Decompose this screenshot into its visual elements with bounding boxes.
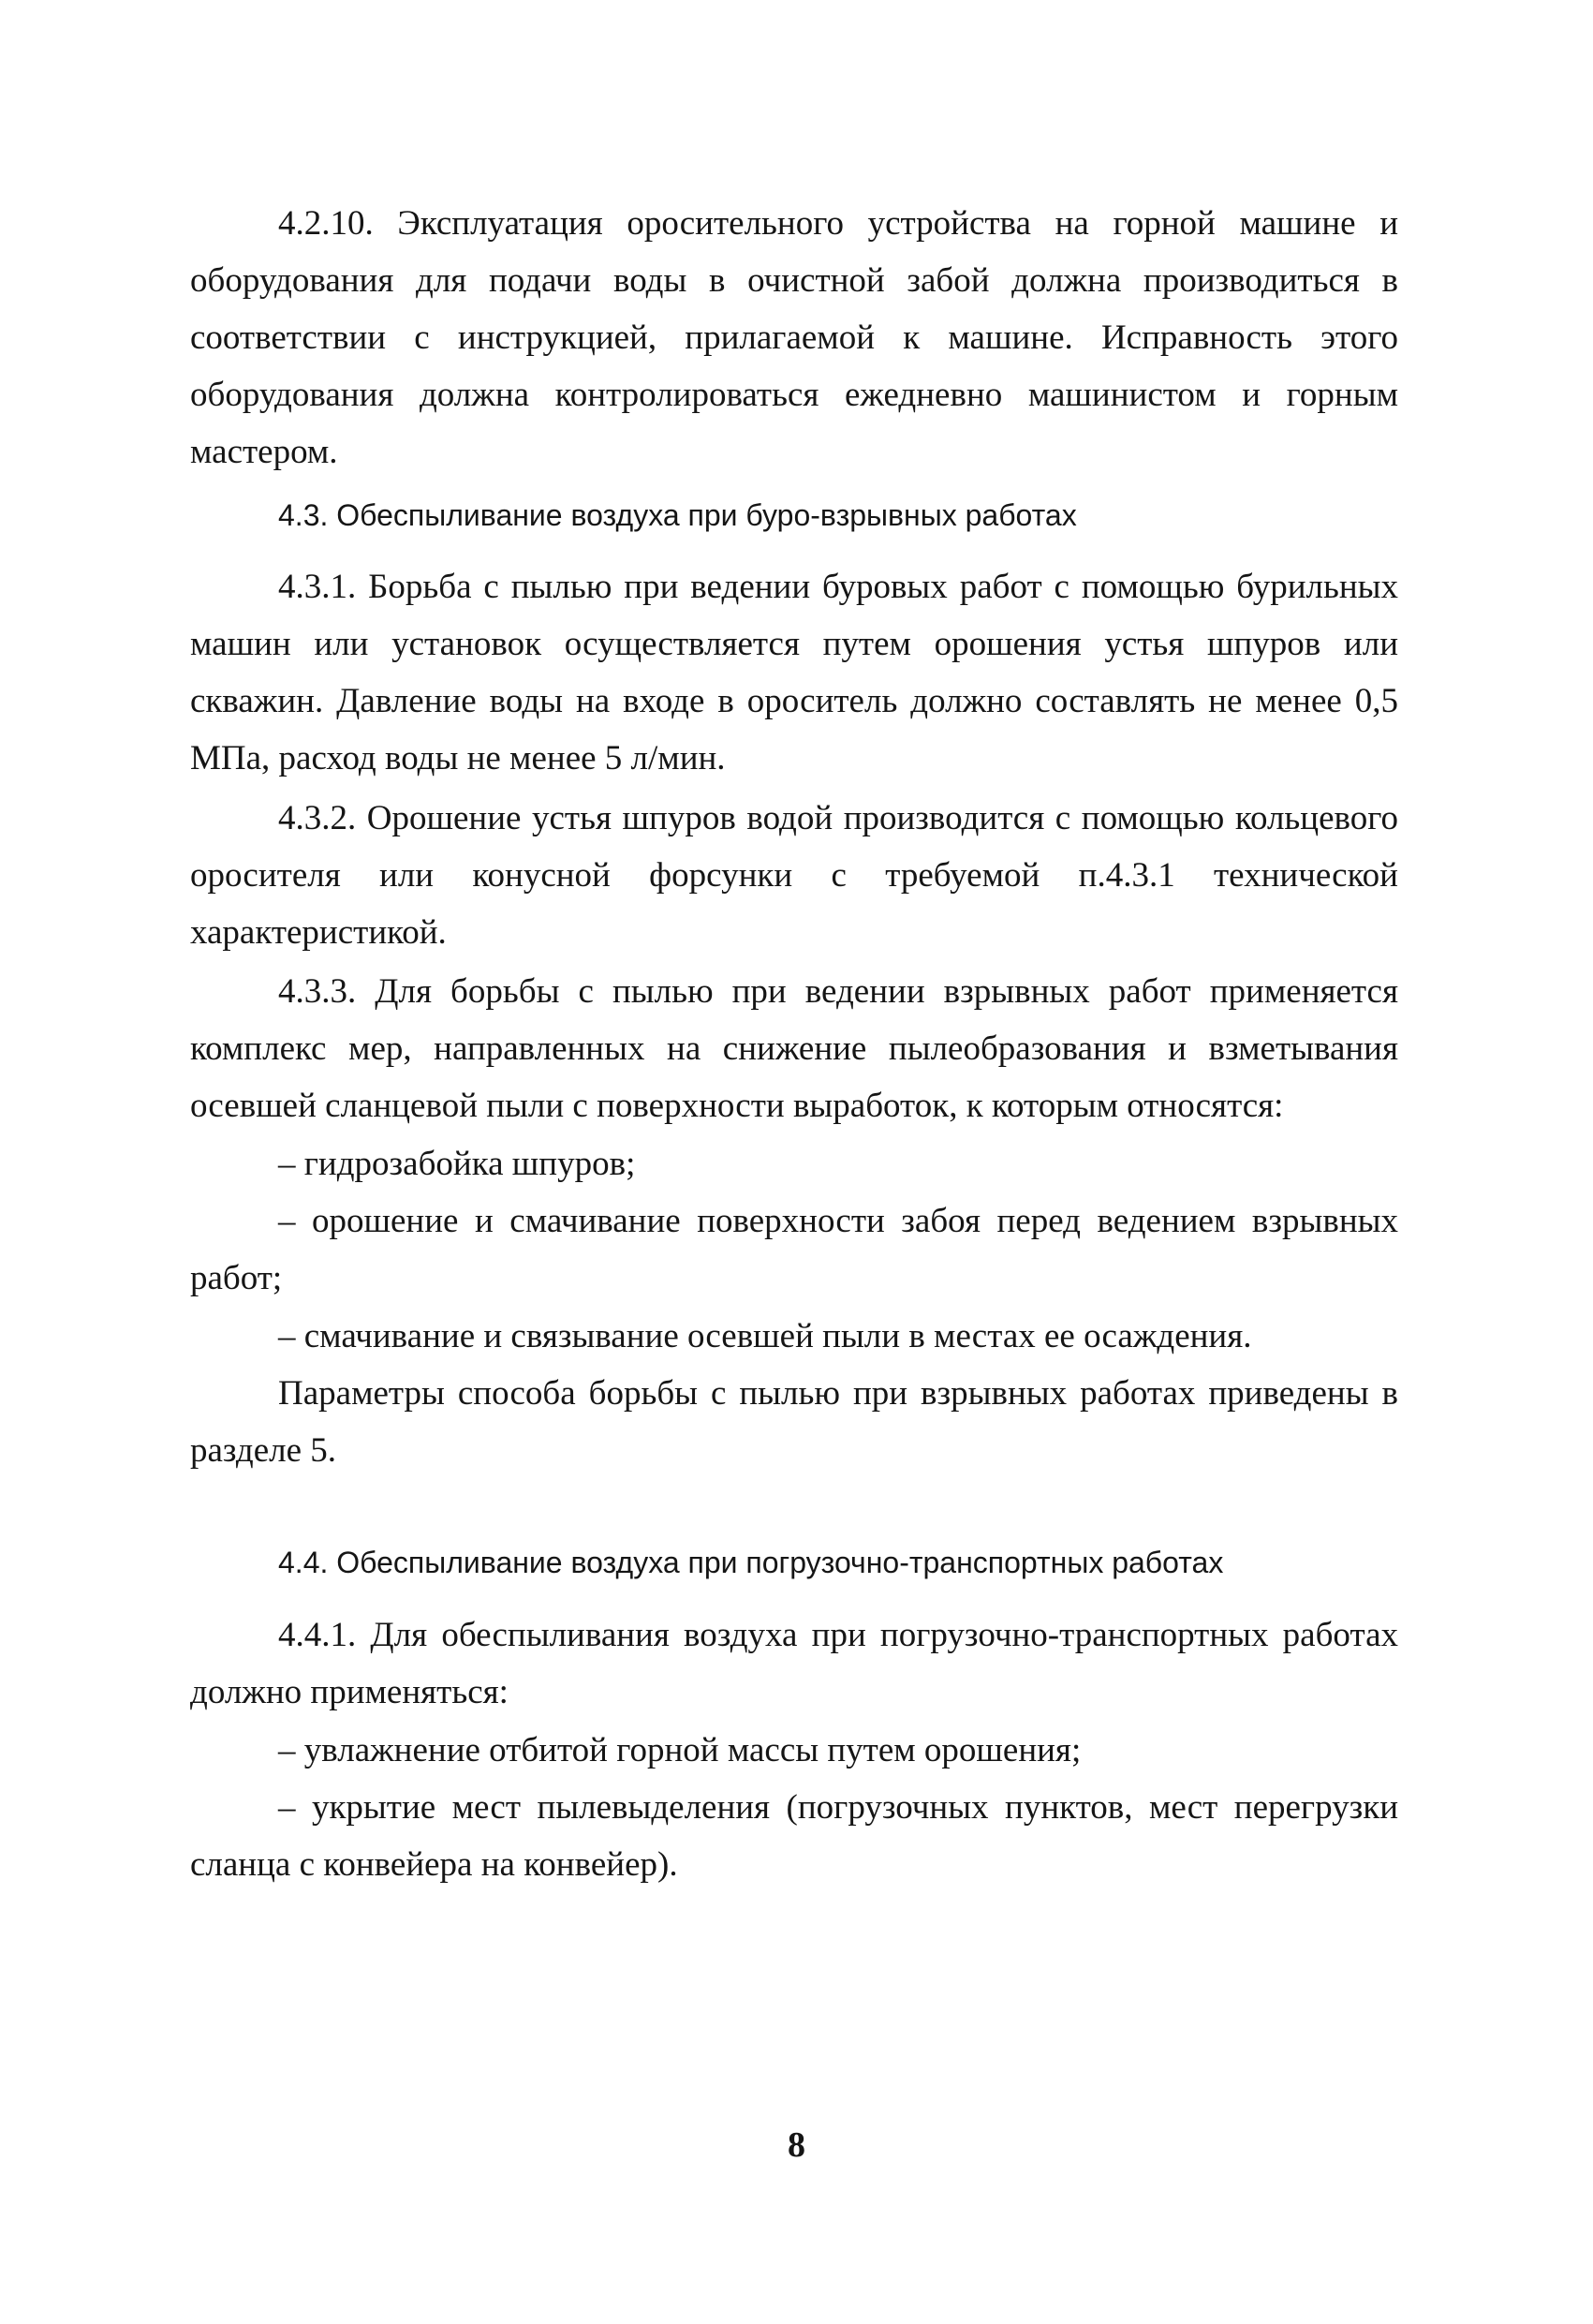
section-heading-4-4: 4.4. Обеспыливание воздуха при погрузочно-транспортных работах <box>278 1546 1224 1579</box>
paragraph-4-2-10: 4.2.10. Эксплуатация оросительного устройства на горной машине и оборудования для подачи воды в очистной забой должна производиться в соответствии с инструкцией, прилагаемой к машине. Исправность этого оборудования должна контролироваться ежедневно машинистом и горным мастером. <box>190 204 1398 471</box>
list-item-covering: – укрытие мест пылевыделения (погрузочных пунктов, мест перегрузки сланца с конвейера на конвейер). <box>190 1788 1398 1884</box>
paragraph-4-3-1: 4.3.1. Борьба с пылью при ведении буровых работ с помощью бурильных машин или установок осуществляется путем орошения устья шпуров или скважин. Давление воды на входе в ороситель должно составлять не менее 0,5 МПа, расход воды не менее 5 л/мин. <box>190 568 1398 777</box>
section-heading-4-3: 4.3. Обеспыливание воздуха при буро-взрывных работах <box>278 498 1077 532</box>
list-item-hydro-stemming: – гидрозабойка шпуров; <box>278 1145 636 1183</box>
paragraph-4-3-3: 4.3.3. Для борьбы с пылью при ведении взрывных работ применяется комплекс мер, направленных на снижение пылеобразования и взметывания осевшей сланцевой пыли с поверхности выработок, к которым относятся: <box>190 972 1398 1125</box>
paragraph-parameters: Параметры способа борьбы с пылью при взрывных работах приведены в разделе 5. <box>190 1374 1398 1470</box>
list-item-dust-binding: – смачивание и связывание осевшей пыли в местах ее осаждения. <box>278 1317 1252 1355</box>
page-number: 8 <box>788 2125 805 2165</box>
paragraph-4-4-1: 4.4.1. Для обеспыливания воздуха при погрузочно-транспортных работах должно применяться: <box>190 1616 1398 1711</box>
list-item-face-wetting: – орошение и смачивание поверхности забоя перед ведением взрывных работ; <box>190 1202 1398 1297</box>
list-item-moistening: – увлажнение отбитой горной массы путем орошения; <box>278 1731 1082 1769</box>
paragraph-4-3-2: 4.3.2. Орошение устья шпуров водой производится с помощью кольцевого оросителя или конусной форсунки с требуемой п.4.3.1 технической характеристикой. <box>190 799 1398 952</box>
